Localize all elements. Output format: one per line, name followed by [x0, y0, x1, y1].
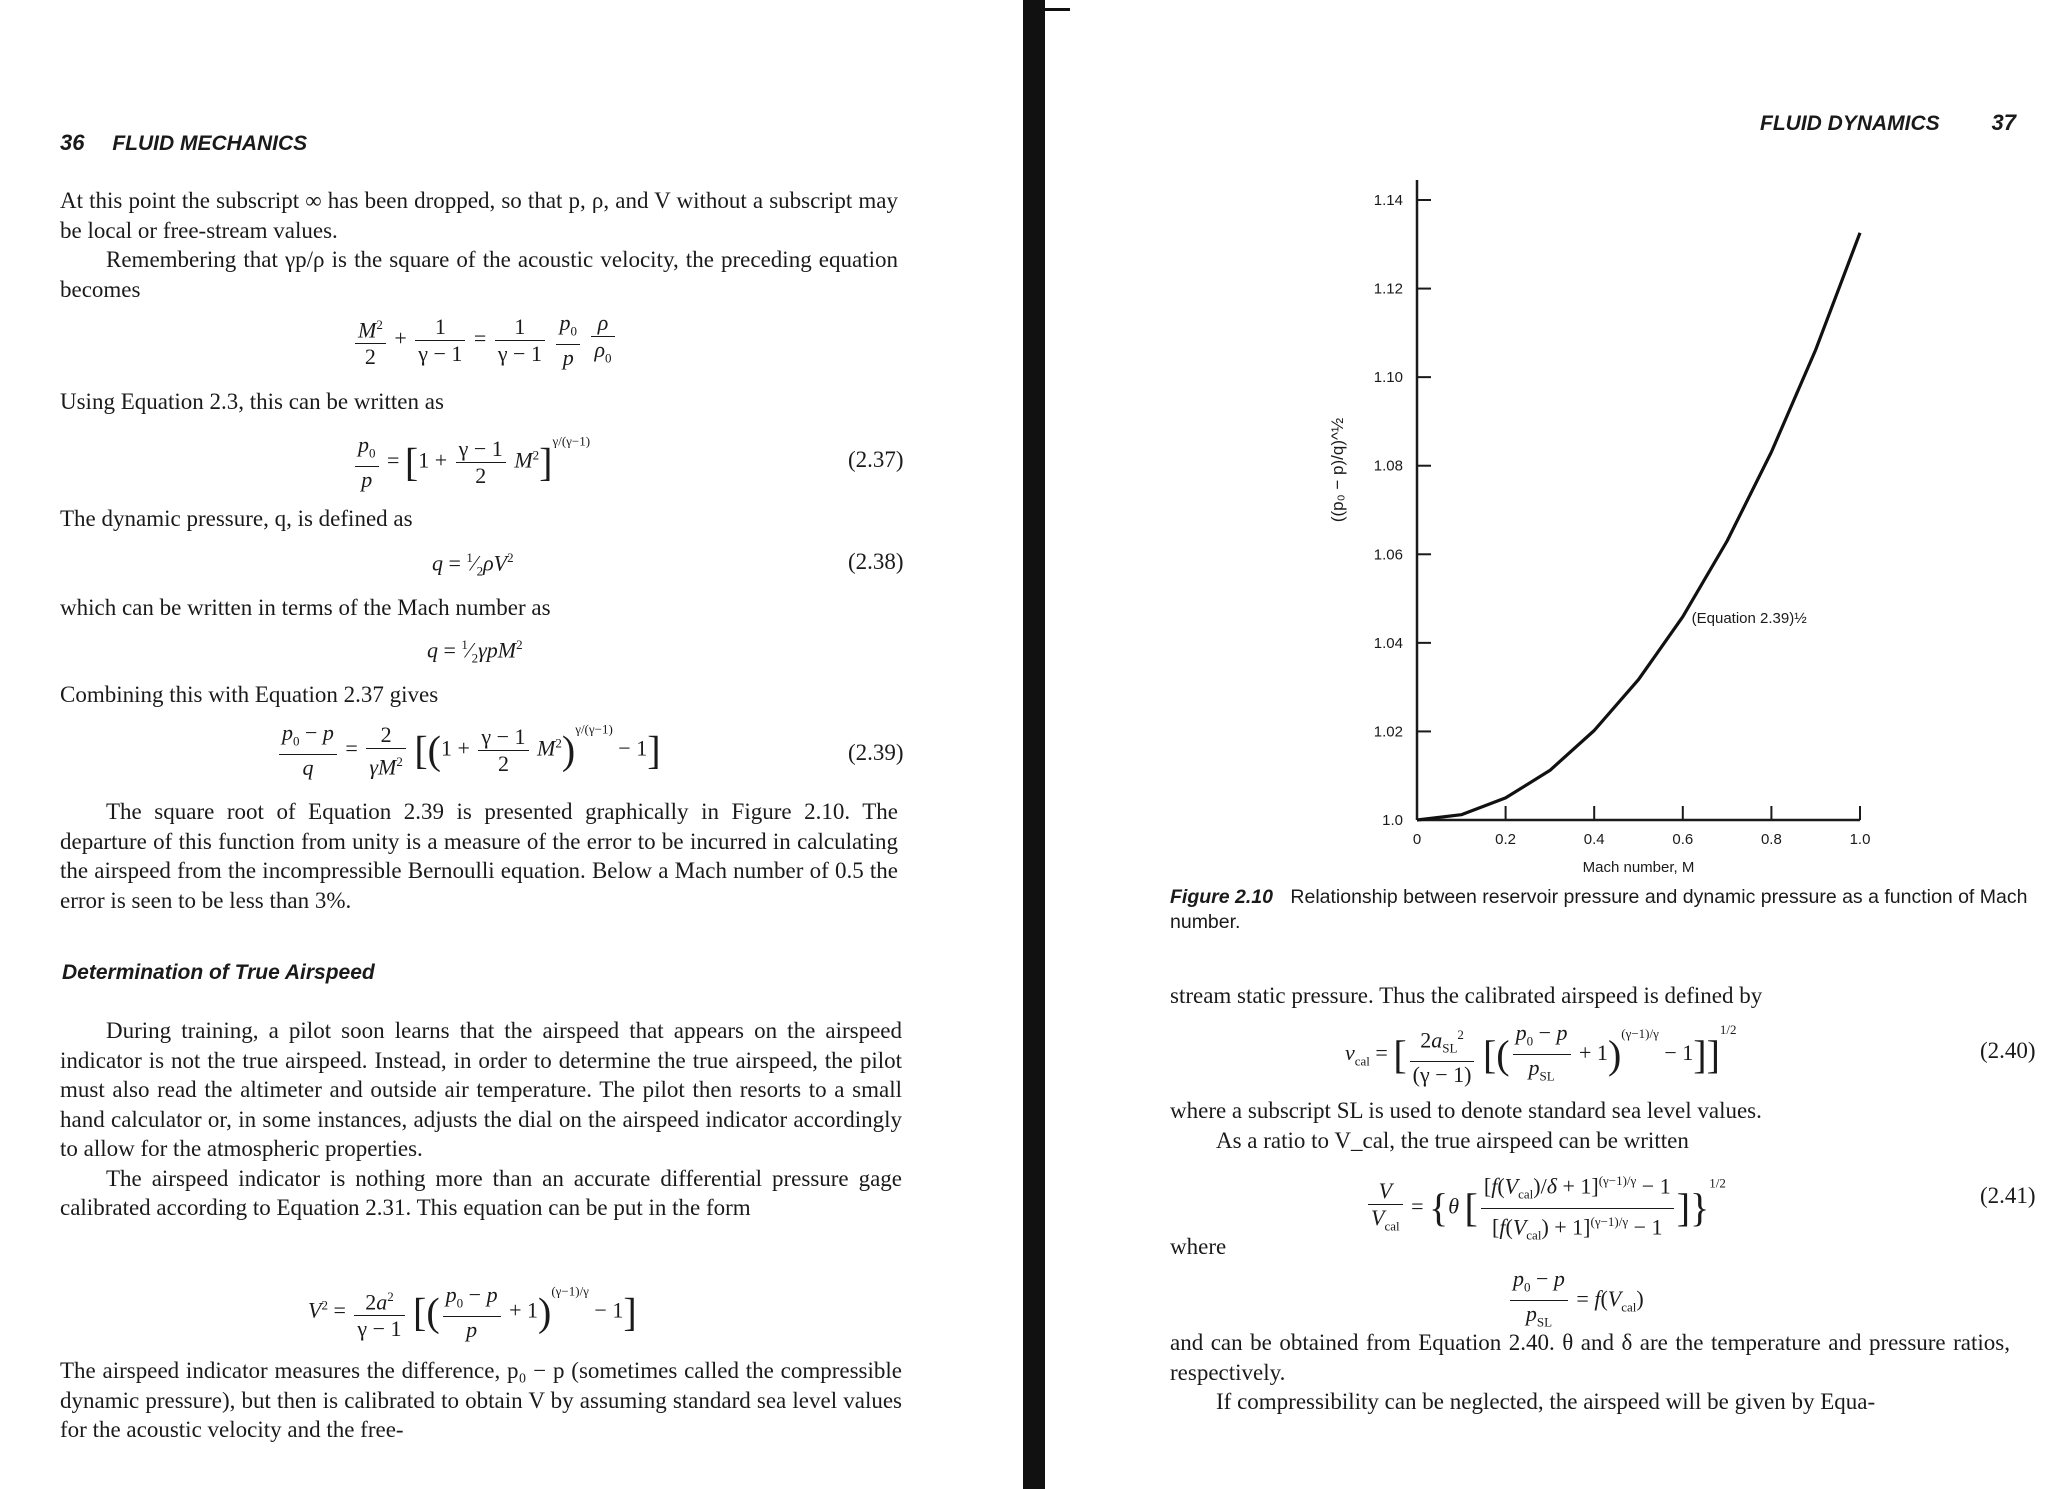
equation-2-40: $v_{cal}$ = [ $\frac{2a_{SL}^2}{(\gamma - 1)}$ [( $\frac{p_0 - p}{p_{SL}}$ + 1)$^{(\gamma-1)/\gamma}$ − 1]]$^{1/2}$ [1345, 1020, 1737, 1088]
equation-number-2-38: (2.38) [848, 549, 904, 574]
right-block-2 [1170, 1096, 2010, 1155]
left-page-number: 36 [60, 130, 85, 155]
left-block-1 [60, 186, 898, 304]
equation-q-mach: $q = ^1⁄_2\gamma pM^2$ [427, 637, 523, 666]
equation-number-2-40: (2.40) [1980, 1038, 2036, 1063]
y-tick-label: 1.06 [1373, 546, 1403, 564]
left-para-3: Using Equation 2.3, this can be written as [60, 389, 444, 414]
y-tick-label: 1.10 [1373, 369, 1403, 387]
left-para-8: During training, a pilot soon learns that the airspeed that appears on the airspeed indicator is not the true airspeed. Instead, in order to determine the true airspeed, the pilot must also read the altimeter and outside air temperature. The pilot then resorts to a small hand calculator or, in some instances, adjusts the dial on the airspeed indicator accordingly to allow for the atmospheric properties. [60, 1018, 902, 1161]
x-tick-label: 1.0 [1849, 831, 1871, 848]
left-running-head [60, 130, 307, 156]
left-head-title: FLUID MECHANICS [112, 132, 308, 155]
left-para-4: The dynamic pressure, q, is defined as [60, 506, 413, 531]
left-para-10: The airspeed indicator measures the difference, p₀ − p (sometimes called the compressible dynamic pressure), but then is calibrated to obtain V by assuming standard sea level values for the acoustic velocity and the free- [60, 1358, 902, 1442]
figure-caption-text: Relationship between reservoir pressure and dynamic pressure as a function of Mach number. [1170, 886, 2028, 933]
figure-2-10-chart [1075, 150, 1975, 880]
chart-series [1417, 233, 1860, 820]
equation-2-37: $\frac{p_0}{p}$ = [1 + $\frac{\gamma - 1}{2}$ $M^2]^{\gamma/(\gamma-1)}$ [352, 432, 590, 493]
left-para-6: Combining this with Equation 2.37 gives [60, 682, 439, 707]
right-where: where [1170, 1234, 1227, 1259]
right-para-1: stream static pressure. Thus the calibrated airspeed is defined by [1170, 983, 1763, 1008]
y-tick-label: 1.0 [1382, 812, 1403, 829]
chart-ylabel: ((p₀ − p)/q)^½ [1328, 417, 1347, 523]
right-para-4: and can be obtained from Equation 2.40. θ and δ are the temperature and pressure ratios, respectively. [1170, 1330, 2010, 1385]
equation-2-39: $\frac{p_0 - p}{q}$ = $\frac{2}{\gamma M^2}$ [(1 + $\frac{\gamma - 1}{2}$ $M^2)^{\gamma/(\gamma-1)} - 1$] [276, 720, 661, 781]
x-tick-label: 0.2 [1495, 831, 1517, 848]
y-tick-label: 1.02 [1373, 723, 1403, 741]
x-tick-label: 0 [1412, 831, 1422, 848]
y-tick-label: 1.12 [1373, 280, 1403, 298]
equation-number-2-37: (2.37) [848, 447, 904, 472]
x-tick-label: 0.6 [1672, 831, 1694, 848]
right-head-title: FLUID DYNAMICS [1760, 112, 1940, 135]
left-block-2 [60, 1016, 902, 1223]
spine-mark [1036, 8, 1070, 11]
right-page-number: 37 [1991, 110, 2016, 135]
left-para-9: The airspeed indicator is nothing more than an accurate differential pressure gage calibrated according to Equation 2.31. This equation can be put in the form [60, 1165, 902, 1220]
section-heading: Determination of True Airspeed [62, 961, 375, 984]
equation-mach-energy: $\frac{M^2}{2}$ + $\frac{1}{\gamma - 1}$ = $\frac{1}{\gamma - 1}$ $\frac{p_0}{p}$ $\frac{\rho}{\rho_0}$ [352, 310, 618, 371]
y-tick-label: 1.14 [1373, 192, 1403, 209]
left-para-1: At this point the subscript ∞ has been dropped, so that p, ρ, and V without a subscript may be local or free-stream values. [60, 188, 898, 243]
y-tick-label: 1.04 [1373, 634, 1403, 652]
equation-2-38: $q = ^1⁄_2\rho V^2$ [432, 550, 514, 579]
x-tick-label: 0.8 [1760, 831, 1782, 848]
figure-label: Figure 2.10 [1170, 886, 1273, 908]
equation-f-vcal: $\frac{p_0 - p}{p_{SL}}$ = $f(V_{cal})$ [1507, 1266, 1644, 1336]
right-para-2: where a subscript SL is used to denote standard sea level values. [1170, 1098, 1762, 1123]
right-block-3 [1170, 1328, 2010, 1417]
series-curve [1417, 233, 1860, 820]
chart-ticks [1374, 192, 1871, 848]
chart-xlabel: Mach number, M [1582, 859, 1695, 876]
equation-number-2-39: (2.39) [848, 740, 904, 765]
figure-caption [1170, 885, 2048, 935]
equation-number-2-41: (2.41) [1980, 1183, 2036, 1208]
right-page [1075, 0, 2048, 1489]
x-tick-label: 0.4 [1583, 831, 1605, 848]
right-para-3: As a ratio to V_cal, the true airspeed can be written [1216, 1127, 1689, 1153]
chart-axes [1417, 180, 1860, 820]
equation-v-squared: $V^2$ = $\frac{2a^2}{\gamma - 1}$ [( $\frac{p_0 - p}{p}$ + 1)$^{(\gamma-1)/\gamma}$ − 1] [308, 1282, 637, 1343]
left-para-7: The square root of Equation 2.39 is presented graphically in Figure 2.10. The departure of this function from unity is a measure of the error to be incurred in calculating the airspeed from the incompressible Bernoulli equation. Below a Mach number of 0.5 the error is seen to be less than 3%. [60, 799, 898, 913]
left-para-2: Remembering that γp/ρ is the square of the acoustic velocity, the preceding equation becomes [60, 247, 898, 302]
right-para-5: If compressibility can be neglected, the airspeed will be given by Equa- [1216, 1389, 1876, 1414]
equation-2-41: $\frac{V}{V_{cal}}$ = {θ [ $\frac{[f(V_{cal})/\delta + 1]^{(\gamma-1)/\gamma} - 1}{[f(V_{cal}) + 1]^{(\gamma-1)/\gamma} - 1}$ ]}$^{1/2}$ [1365, 1168, 1726, 1248]
left-para-5: which can be written in terms of the Mach number as [60, 595, 551, 620]
left-page [0, 0, 1010, 1489]
right-running-head [1760, 110, 2016, 136]
book-spine [1023, 0, 1045, 1489]
y-tick-label: 1.08 [1373, 457, 1403, 475]
chart-annotation: (Equation 2.39)½ [1691, 609, 1807, 627]
